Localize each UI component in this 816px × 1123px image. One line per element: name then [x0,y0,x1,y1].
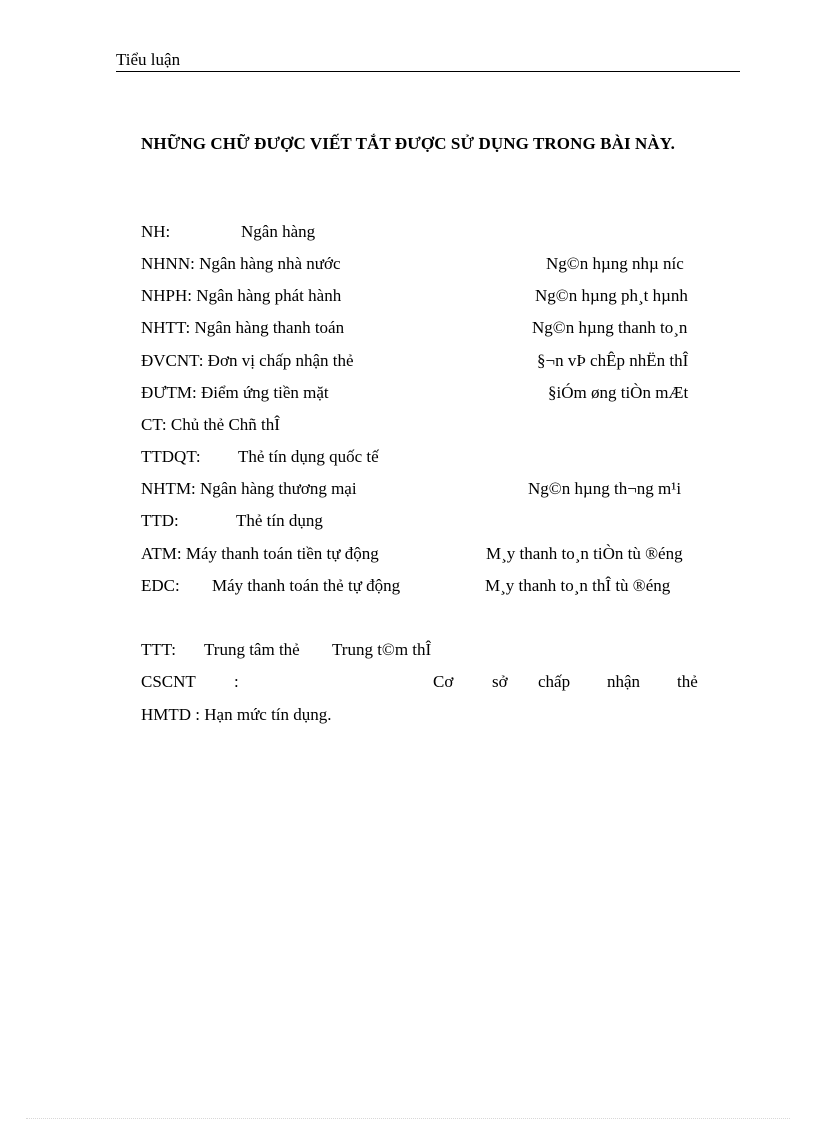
entry-dutm-alt: §iÓm øng tiÒn mÆt [548,383,689,402]
entry-nhnn-text: NHNN: Ngân hàng nhà nước [141,254,341,273]
entry-ttd-meaning: Thẻ tín dụng [236,511,323,530]
entry-nhtm-text: NHTM: Ngân hàng thương mại [141,479,357,498]
entry-nhtt-alt: Ng©n hµng thanh to¸n [532,318,688,337]
entry-dutm-text: ĐƯTM: Điểm ứng tiền mặt [141,383,329,402]
entry-ttt-abbr: TTT: [141,640,177,659]
entry-edc-alt: M¸y thanh to¸n thÎ tù ®éng [485,576,671,595]
header-rule [116,71,740,72]
entry-ct-text: CT: Chủ thẻ Chñ thÎ [141,415,280,434]
entry-ttt-alt: Trung t©m thÎ [332,640,432,659]
entry-nhph-alt: Ng©n hµng ph¸t hµnh [535,286,688,305]
entry-ttdqt-meaning: Thẻ tín dụng quốc tế [238,447,379,466]
entry-ttdqt-abbr: TTDQT: [141,447,201,466]
entry-cscnt-word-3: chấp [538,672,571,691]
entry-cscnt-abbr: CSCNT [141,672,196,691]
page-bottom-border [26,1118,790,1119]
entry-nhnn-alt: Ng©n hµng nhµ níc [546,254,684,273]
entry-cscnt-word-4: nhận [607,672,641,691]
entry-cscnt-colon: : [234,672,239,691]
entry-cscnt-word-1: Cơ [433,672,454,691]
header-title: Tiểu luận [116,50,181,69]
entry-nh-meaning: Ngân hàng [241,222,316,241]
entry-atm-alt: M¸y thanh to¸n tiÒn tù ®éng [486,544,683,563]
entry-edc-abbr: EDC: [141,576,180,595]
entry-nh-abbr: NH: [141,222,171,241]
entry-nhph-text: NHPH: Ngân hàng phát hành [141,286,342,305]
entry-atm-text: ATM: Máy thanh toán tiền tự động [141,544,379,563]
entry-ttt-meaning: Trung tâm thẻ [204,640,300,659]
entry-dvcnt-text: ĐVCNT: Đơn vị chấp nhận thẻ [141,351,354,370]
entry-nhtm-alt: Ng©n hµng th¬ng m¹i [528,479,682,498]
entry-cscnt-word-5: thẻ [677,672,698,691]
entry-ttd-abbr: TTD: [141,511,179,530]
entry-nhtt-text: NHTT: Ngân hàng thanh toán [141,318,345,337]
entry-cscnt-word-2: sở [492,672,508,691]
page-title: NHỮNG CHỮ ĐƯỢC VIẾT TẮT ĐƯỢC SỬ DỤNG TRONG BÀI NÀY. [141,134,675,153]
entry-hmtd-text: HMTD : Hạn mức tín dụng. [141,705,332,724]
entry-dvcnt-alt: §¬n vÞ chÊp nhËn thÎ [537,351,689,370]
entry-edc-meaning: Máy thanh toán thẻ tự động [212,576,401,595]
